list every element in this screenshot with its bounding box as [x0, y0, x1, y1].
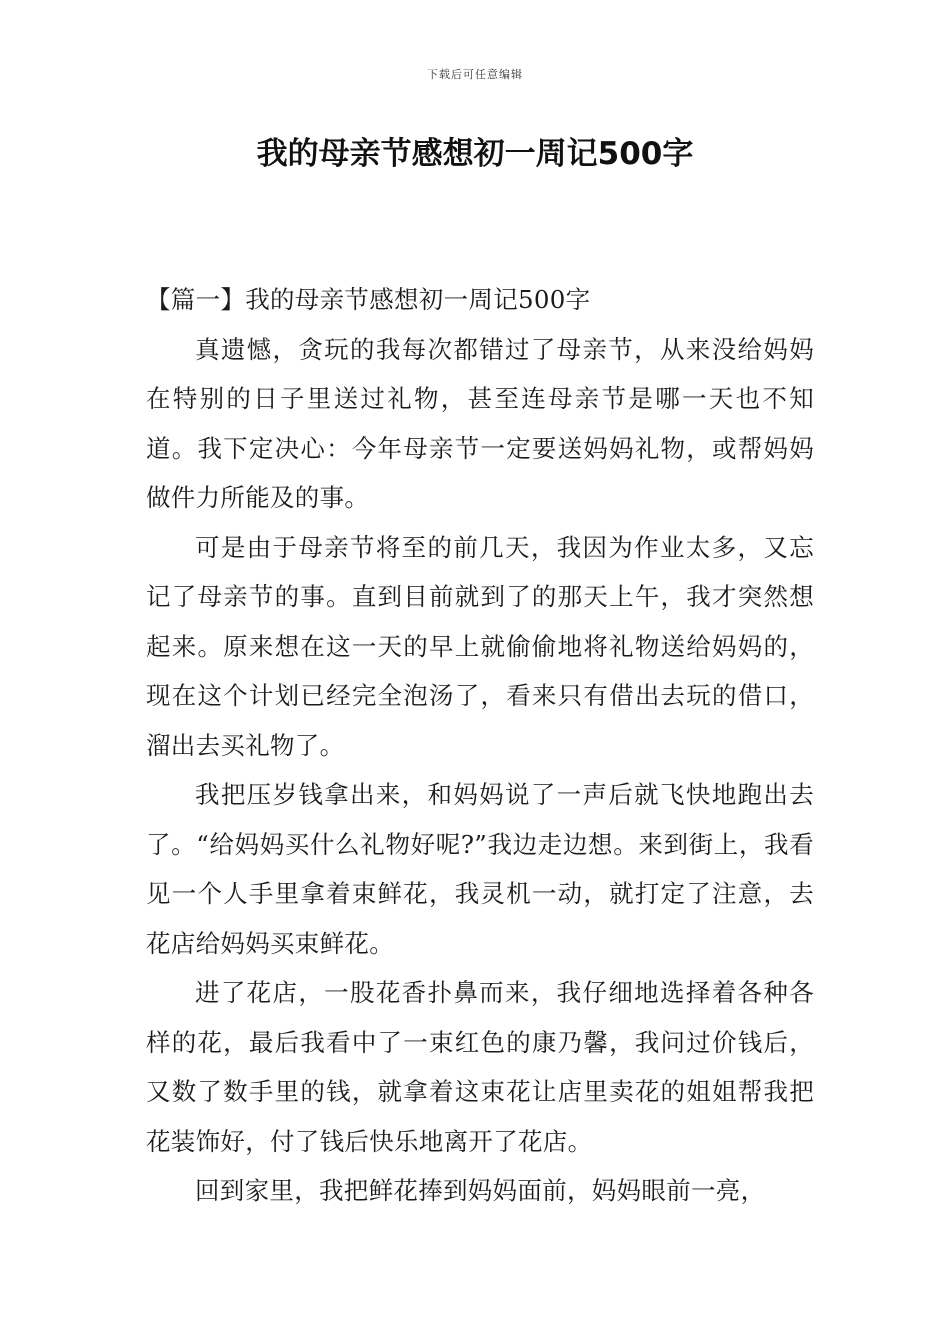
- paragraph-1: 真遗憾，贪玩的我每次都错过了母亲节，从来没给妈妈在特别的日子里送过礼物，甚至连母亲节是哪一天也不知道。我下定决心：今年母亲节一定要送妈妈礼物，或帮妈妈做件力所能及的事。: [146, 334, 814, 512]
- paragraph-3: 我把压岁钱拿出来，和妈妈说了一声后就飞快地跑出去了。“给妈妈买什么礼物好呢?”我边走边想。来到街上，我看见一个人手里拿着束鲜花，我灵机一动，就打定了注意，去花店给妈妈买束鲜花。: [146, 780, 814, 958]
- paragraph-5: 回到家里，我把鲜花捧到妈妈面前，妈妈眼前一亮，: [195, 1176, 766, 1205]
- section-heading: 【篇一】我的母亲节感想初一周记500字: [146, 285, 591, 314]
- paragraph-4: 进了花店，一股花香扑鼻而来，我仔细地选择着各种各样的花，最后我看中了一束红色的康乃馨，我问过价钱后，又数了数手里的钱，就拿着这束花让店里卖花的姐姐帮我把花装饰好，付了钱后快乐地离开了花店。: [146, 978, 814, 1156]
- paragraph-2: 可是由于母亲节将至的前几天，我因为作业太多，又忘记了母亲节的事。直到目前就到了的那天上午，我才突然想起来。原来想在这一天的早上就偷偷地将礼物送给妈妈的，现在这个计划已经完全泡汤了，看来只有借出去玩的借口，溜出去买礼物了。: [146, 532, 814, 760]
- document-body: [146, 275, 814, 1216]
- document-title: 我的母亲节感想初一周记500字: [256, 136, 694, 172]
- header-note: 下载后可任意编辑: [427, 68, 523, 81]
